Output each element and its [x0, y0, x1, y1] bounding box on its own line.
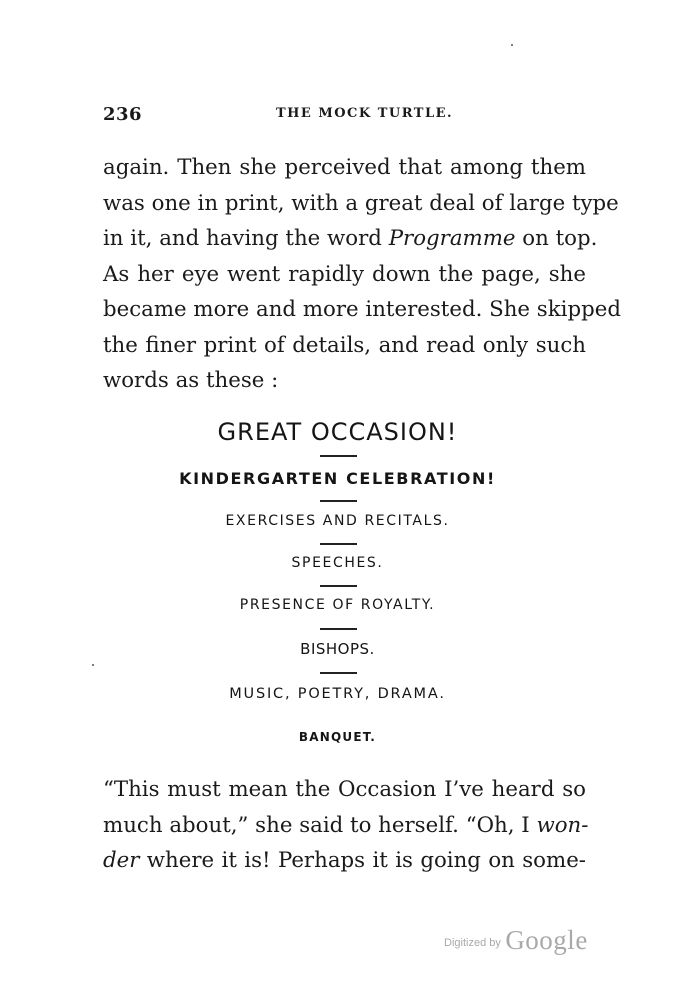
- digitization-watermark: [444, 925, 588, 956]
- text-run: on top.: [515, 226, 598, 251]
- page-number: 236: [103, 104, 143, 125]
- italic-word: won-: [536, 812, 589, 838]
- text-line: again. Then she perceived that among them: [103, 155, 586, 180]
- divider-rule: [320, 455, 357, 457]
- google-logo: Google: [505, 925, 588, 955]
- programme-item: MUSIC, POETRY, DRAMA.: [229, 686, 446, 702]
- text-line: As her eye went rapidly down the page, she: [103, 261, 586, 287]
- divider-rule: [320, 500, 357, 502]
- text-line: words as these :: [103, 368, 279, 393]
- divider-rule: [320, 628, 357, 630]
- divider-rule: [320, 543, 357, 545]
- text-line: [103, 843, 586, 879]
- speck: [92, 664, 94, 666]
- italic-word: der: [103, 848, 140, 873]
- text-line: was one in print, with a great deal of large type: [103, 190, 619, 216]
- text-line: [103, 808, 589, 844]
- programme-item: BISHOPS.: [300, 640, 375, 658]
- digitized-by-label: Digitized by: [444, 937, 501, 949]
- text-line: became more and more interested. She skipped: [103, 297, 621, 322]
- text-line: “This must mean the Occasion I’ve heard so: [103, 777, 586, 802]
- programme-item: BANQUET.: [298, 730, 377, 744]
- divider-rule: [320, 585, 357, 587]
- speck: [511, 44, 513, 46]
- programme-item: SPEECHES.: [291, 555, 384, 571]
- italic-word: Programme: [388, 226, 516, 251]
- divider-rule: [320, 672, 357, 674]
- running-title: THE MOCK TURTLE.: [275, 106, 454, 121]
- text-line: the finer print of details, and read only such: [103, 332, 586, 358]
- paragraph-1: [103, 150, 621, 399]
- page-header: [103, 104, 586, 128]
- paragraph-2: [103, 772, 589, 879]
- programme-item: EXERCISES AND RECITALS.: [225, 513, 450, 529]
- programme-item: KINDERGARTEN CELEBRATION!: [179, 469, 496, 488]
- programme-item: PRESENCE OF ROYALTY.: [239, 597, 436, 613]
- programme-item: GREAT OCCASION!: [217, 418, 458, 446]
- text-run: in it, and having the word: [103, 226, 389, 251]
- text-line: [103, 221, 598, 257]
- text-run: much about,” she said to herself. “Oh, I: [103, 812, 537, 838]
- text-run: where it is! Perhaps it is going on some-: [139, 848, 586, 873]
